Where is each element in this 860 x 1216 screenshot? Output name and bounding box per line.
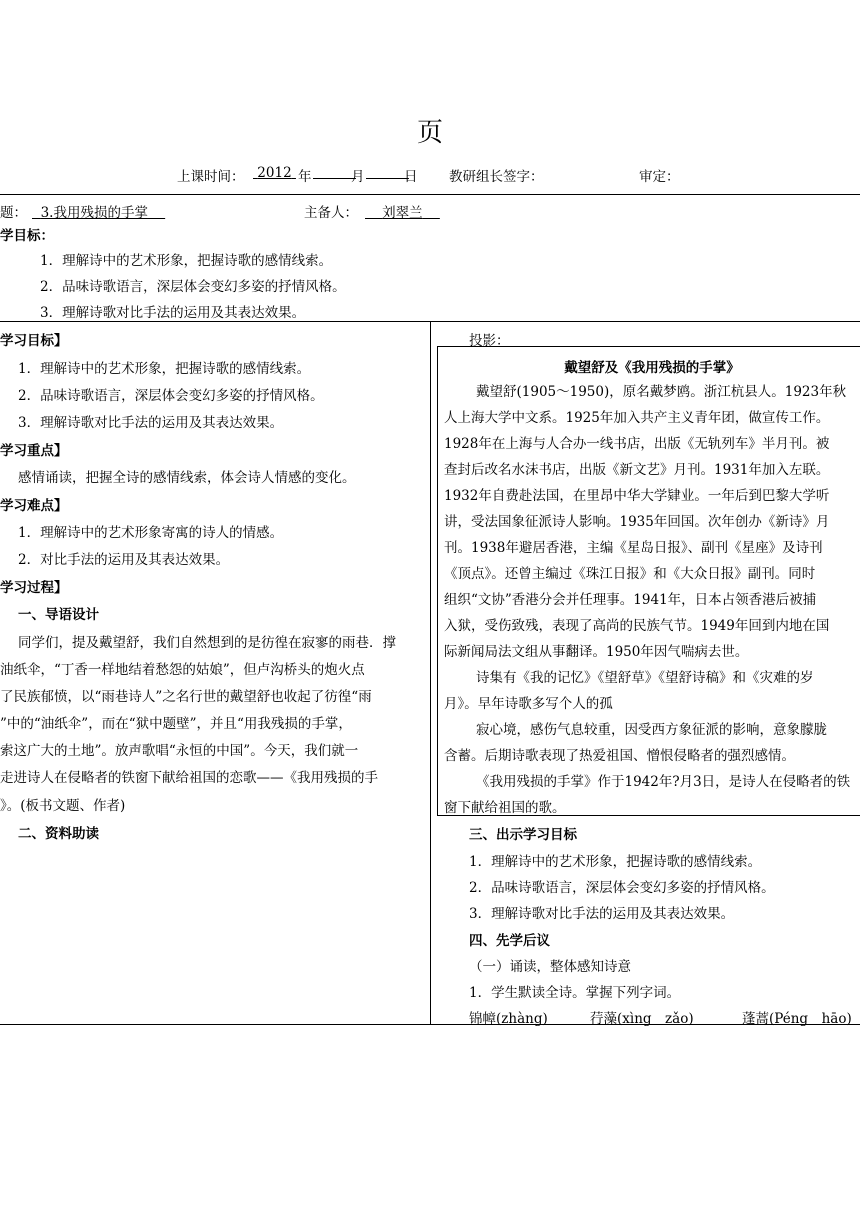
- intro-line: 油纸伞，“丁香一样地结着愁怨的姑娘”，但卢沟桥头的炮火点: [0, 662, 365, 678]
- signature-label: 教研组长签字：: [449, 169, 544, 185]
- difficulties-heading: 学习难点】: [0, 498, 68, 514]
- right-goal-item: 2．品味诗歌语言，深层体会变幻多姿的抒情风格。: [469, 880, 775, 896]
- section-show-goals: 三、出示学习目标: [469, 827, 577, 843]
- vocab-word: 荇藻(xìng zǎo): [590, 1011, 694, 1027]
- bio-line: 窗下献给祖国的歌。: [444, 800, 566, 816]
- class-day-blank: [366, 165, 409, 181]
- vocab-word: 蓬蒿(Péng hāo): [742, 1011, 852, 1027]
- bio-line: 《顶点》。还曾主编过《珠江日报》和《大众日报》副刊。同时: [444, 566, 816, 582]
- section-reading-aids: 二、资料助读: [18, 826, 99, 842]
- table-top-border: [0, 194, 860, 195]
- intro-line: 》。(板书文题、作者): [0, 798, 126, 814]
- learning-goal-item: 1．理解诗中的艺术形象，把握诗歌的感情线索。: [18, 361, 311, 377]
- section-learn-first: 四、先学后议: [469, 933, 550, 949]
- bio-line: 刊。1938年避居香港，主编《星岛日报》、副刊《星座》及诗刊: [444, 540, 823, 556]
- teaching-goal-item: 3．理解诗歌对比手法的运用及其表达效果。: [40, 305, 306, 321]
- month-unit: 月: [351, 169, 365, 185]
- class-year-value: 2012: [257, 165, 292, 181]
- bio-line: 查封后改名水沫书店，出版《新文艺》月刊。1931年加入左联。: [444, 462, 830, 478]
- class-month-blank: [313, 165, 356, 181]
- key-points-text: 感情诵读，把握全诗的感情线索，体会诗人情感的变化。: [18, 470, 356, 486]
- subsection-recite: （一）诵读，整体感知诗意: [469, 959, 631, 975]
- review-label: 审定：: [639, 169, 680, 185]
- learning-goal-item: 2．品味诗歌语言，深层体会变幻多姿的抒情风格。: [18, 388, 324, 404]
- section-intro-design: 一、导语设计: [18, 607, 99, 623]
- page-title: 页: [416, 118, 443, 148]
- column-divider: [430, 321, 431, 1025]
- bio-line: 寂心境，感伤气息较重，因受西方象征派的影响，意象朦胧: [476, 722, 827, 738]
- intro-line: ”中的“油纸伞”，而在“狱中题壁”，并且“用我残损的手掌，: [0, 716, 352, 732]
- vocab-word: 锦幛(zhàng): [469, 1011, 548, 1027]
- topic-label: 题：: [0, 205, 27, 221]
- bio-line: 人上海大学中文系。1925年加入共产主义青年团，做宣传工作。: [444, 410, 830, 426]
- teaching-goal-item: 2．品味诗歌语言，深层体会变幻多姿的抒情风格。: [40, 279, 346, 295]
- key-points-heading: 学习重点】: [0, 443, 68, 459]
- bio-line: 际新闻局法文组从事翻译。1950年因气喘病去世。: [444, 644, 749, 660]
- bio-line: 入狱，受伤致残，表现了高尚的民族气节。1949年回到内地在国: [444, 618, 830, 634]
- intro-line: 了民族郁愤，以“雨巷诗人”之名行世的戴望舒也收起了彷徨“雨: [0, 689, 372, 705]
- bio-line: 1932年自费赴法国，在里昂中华大学肄业。一年后到巴黎大学听: [444, 488, 830, 504]
- bio-line: 月》。早年诗歌多写个人的孤: [444, 696, 613, 712]
- bio-line: 讲，受法国象征派诗人影响。1935年回国。次年创办《新诗》月: [444, 514, 830, 530]
- bio-line: 《我用残损的手掌》作于1942年?月3日，是诗人在侵略者的铁: [476, 774, 851, 790]
- year-unit: 年: [298, 169, 312, 185]
- bio-line: 组织“文协”香港分会并任理事。1941年，日本占领香港后被捕: [444, 592, 817, 608]
- topic-value: 3.我用残损的手掌: [40, 205, 148, 221]
- process-heading: 学习过程】: [0, 580, 68, 596]
- learning-goals-heading: 学习目标】: [0, 333, 68, 349]
- learning-goal-item: 3．理解诗歌对比手法的运用及其表达效果。: [18, 415, 284, 431]
- right-goal-item: 3．理解诗歌对比手法的运用及其表达效果。: [469, 906, 735, 922]
- projection-label: 投影：: [469, 333, 510, 349]
- intro-line: 索这广大的土地”。放声歌唱“永恒的中国”。今天，我们就一: [0, 743, 359, 759]
- difficulty-item: 1．理解诗中的艺术形象寄寓的诗人的情感。: [18, 525, 284, 541]
- projection-title: 戴望舒及《我用残损的手掌》: [564, 360, 740, 376]
- bio-line: 含蓄。后期诗歌表现了热爱祖国、憎恨侵略者的强烈感情。: [444, 748, 795, 764]
- bio-line: 戴望舒(1905～1950)，原名戴梦鸥。浙江杭县人。1923年秋: [476, 384, 847, 400]
- step-silent-read: 1．学生默读全诗。掌握下列字词。: [469, 985, 681, 1001]
- preparer-name: 刘翠兰: [382, 205, 423, 221]
- bio-line: 1928年在上海与人合办一线书店，出版《无轨列车》半月刊。被: [444, 436, 830, 452]
- difficulty-item: 2．对比手法的运用及其表达效果。: [18, 552, 230, 568]
- day-unit: 日: [404, 169, 418, 185]
- bio-line: 诗集有《我的记忆》《望舒草》《望舒诗稿》和《灾难的岁: [476, 670, 814, 686]
- intro-line: 走进诗人在侵略者的铁窗下献给祖国的恋歌——《我用残损的手: [0, 770, 378, 786]
- teaching-goals-heading: 学目标：: [0, 228, 54, 244]
- preparer-label: 主备人：: [304, 205, 358, 221]
- right-goal-item: 1．理解诗中的艺术形象，把握诗歌的感情线索。: [469, 854, 762, 870]
- class-time-label: 上课时间：: [177, 169, 245, 185]
- teaching-goal-item: 1．理解诗中的艺术形象，把握诗歌的感情线索。: [40, 253, 333, 269]
- intro-line: 同学们，提及戴望舒，我们自然想到的是彷徨在寂寥的雨巷．撑: [18, 635, 396, 651]
